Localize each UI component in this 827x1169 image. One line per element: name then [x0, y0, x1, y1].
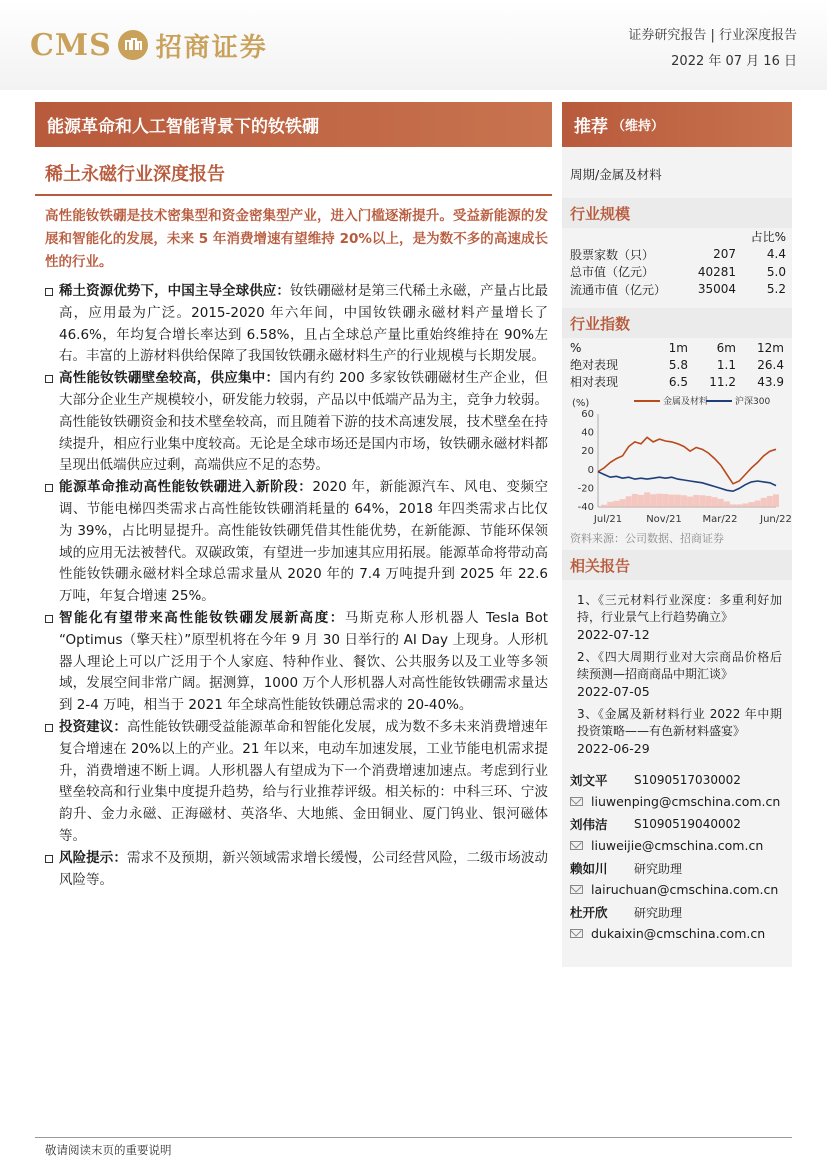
relative-area-bar — [755, 500, 761, 507]
y-tick-label: 20 — [581, 446, 594, 458]
relative-area-bar — [632, 494, 638, 507]
legend-label-series2: 沪深300 — [735, 397, 771, 407]
legend-label-series1: 金属及材料 — [663, 397, 709, 407]
email-row[interactable] — [570, 790, 786, 812]
related-report-date: 2022-07-12 — [577, 627, 650, 642]
series-line-1 — [598, 437, 776, 484]
row-value: 40281 — [697, 264, 736, 279]
bullet-item — [45, 848, 548, 892]
col-header: % — [570, 340, 582, 355]
analyst-email[interactable]: lairuchuan@cmschina.com.cn — [591, 881, 779, 897]
footer-divider — [35, 1137, 792, 1138]
analyst-list — [570, 770, 786, 946]
checkbox-bullet-icon — [45, 484, 53, 492]
relative-area-bar — [620, 499, 626, 507]
email-row[interactable] — [570, 878, 786, 900]
related-title: 相关报告 — [570, 556, 631, 575]
y-axis-label: (%) — [572, 398, 590, 409]
checkbox-bullet-icon — [45, 724, 53, 732]
chart-source: 资料来源：公司数据、招商证券 — [570, 532, 724, 545]
bullet-item — [45, 608, 548, 717]
row-label: 绝对表现 — [570, 358, 619, 372]
series-line-2 — [598, 472, 776, 492]
y-tick-label: 0 — [587, 464, 594, 476]
index-chart — [568, 392, 792, 532]
row-label: 股票家数（只） — [570, 247, 655, 262]
related-report-title: 2、《四大周期行业对大宗商品价格后续预测—招商商品中期汇谈》 — [577, 650, 782, 681]
row-value: 207 — [713, 247, 736, 262]
relative-area-bar — [730, 504, 736, 507]
y-tick-label: -40 — [577, 502, 594, 513]
related-report-date: 2022-07-05 — [577, 684, 650, 699]
mail-icon — [570, 841, 583, 850]
related-report-title: 1、《三元材料行业深度：多重利好加持，行业景气上行趋势确立》 — [577, 593, 782, 624]
relative-area-bar — [742, 503, 748, 507]
pct-header: 占比% — [750, 230, 786, 245]
relative-area-bar — [644, 492, 650, 507]
analyst-row — [570, 770, 786, 790]
analyst-row — [570, 858, 786, 878]
checkbox-bullet-icon — [45, 855, 53, 863]
analyst-role: 研究助理 — [634, 905, 683, 920]
index-header-row — [570, 339, 786, 356]
relative-area-bar — [712, 497, 718, 507]
rating-bar — [562, 102, 792, 147]
lead-summary: 高性能钕铁硼是技术密集型和资金密集型产业，进入门槛逐渐提升。受益新能源的发展和智能化的发展，未来 5 年消费增速有望维持 20%以上，是为数不多的高速成长性的行业。 — [45, 208, 548, 270]
email-row[interactable] — [570, 922, 786, 944]
analyst-row — [570, 902, 786, 922]
x-tick-label: Mar/22 — [702, 514, 738, 525]
report-date: 2022 年 07 月 16 日 — [671, 54, 797, 69]
analyst-name: 杜开欣 — [570, 905, 608, 920]
col-header: 1m — [668, 340, 688, 355]
list-item[interactable] — [577, 649, 782, 700]
chart-svg — [568, 392, 792, 532]
scale-title: 行业规模 — [570, 204, 631, 223]
table-row — [570, 373, 786, 390]
rating-note: （维持） — [612, 119, 665, 134]
report-type: 证券研究报告 | 行业深度报告 — [628, 28, 797, 43]
bullet-head: 智能化有望带来高性能钕铁硼发展新高度： — [59, 609, 345, 626]
bullet-body: 高性能钕铁硼受益能源革命和智能化发展，成为数不多未来消费增速年复合增速在 20%以上的产业。21 年以来，电动车加速发展，工业节能电机需求提升，消费增速不断上调。人形机器人有望成为下一个消费增速加速点。考虑到行业壁垒较高和行业集中度提升趋势，给与行业推荐评级。相关标的：中科三环、宁波韵升、金力永磁、正海磁材、英洛华、大地熊、金田铜业、厦门钨业、银河磁体等。 — [59, 718, 549, 844]
relative-area-bar — [718, 499, 724, 507]
x-tick-label: Jul/21 — [593, 514, 623, 525]
relative-area-bar — [656, 494, 662, 507]
company-logo — [30, 26, 268, 64]
bullet-head: 投资建议： — [59, 718, 127, 735]
row-label: 相对表现 — [570, 375, 619, 389]
related-report-date: 2022-06-29 — [577, 741, 650, 756]
footer-note: 敬请阅读末页的重要说明 — [45, 1143, 172, 1157]
analyst-email[interactable]: liuweijie@cmschina.com.cn — [591, 837, 764, 853]
col-header: 12m — [757, 340, 784, 355]
relative-area-bar — [687, 497, 693, 507]
mail-icon — [570, 885, 583, 894]
relative-area-bar — [626, 496, 632, 507]
bullet-head: 能源革命推动高性能钕铁硼进入新阶段： — [59, 479, 313, 496]
cell: 11.2 — [709, 374, 736, 389]
col-header: 6m — [716, 340, 736, 355]
bullet-body: 马斯克称人形机器人 Tesla Bot “Optimus（擎天柱）”原型机将在今年 9 月 30 日举行的 AI Day 上现身。人形机器人理论上可以广泛用于个人家庭、特种作业、餐饮、公共服务以及工业等多领域，发展空间非常广阔。据测算，1000 万个人形机器人对高性能钕铁硼需求量达到 2-4 万吨，相当于 2021 年全球高性能钕铁硼总需求的 20-40%。 — [59, 609, 548, 714]
related-reports — [577, 592, 782, 763]
analyst-name: 刘文平 — [570, 773, 608, 788]
relative-area-bar — [638, 495, 644, 507]
list-item[interactable] — [577, 592, 782, 643]
relative-area-bar — [675, 495, 681, 507]
mail-icon — [570, 929, 583, 938]
relative-area-bar — [601, 505, 607, 507]
relative-area-bar — [699, 495, 705, 507]
cell: 26.4 — [757, 357, 784, 372]
bullet-item — [45, 281, 548, 368]
rating-label: 推荐 — [574, 117, 608, 137]
mail-icon — [570, 797, 583, 806]
list-item[interactable] — [577, 706, 782, 757]
page-header — [0, 0, 827, 90]
related-section-head — [562, 550, 792, 580]
table-row — [570, 281, 786, 299]
sector-label: 周期/金属及材料 — [570, 167, 662, 182]
scale-table — [570, 228, 786, 298]
relative-area-bar — [748, 502, 754, 507]
analyst-id: S1090517030002 — [634, 773, 741, 787]
table-row — [570, 356, 786, 373]
relative-area-bar — [613, 501, 619, 507]
relative-area-bar — [663, 494, 669, 507]
index-table — [570, 339, 786, 390]
row-pct: 5.0 — [766, 264, 786, 279]
checkbox-bullet-icon — [45, 288, 53, 296]
report-subtitle: 稀土永磁行业深度报告 — [45, 164, 225, 185]
bullet-item — [45, 368, 548, 477]
relative-area-bar — [736, 504, 742, 507]
y-tick-label: 60 — [581, 409, 594, 420]
y-tick-label: -20 — [577, 483, 594, 495]
cell: 6.5 — [668, 374, 688, 389]
analyst-id: S1090519040002 — [634, 817, 741, 831]
analyst-email[interactable]: liuwenping@cmschina.com.cn — [591, 793, 781, 809]
index-title: 行业指数 — [570, 314, 631, 333]
bullet-head: 稀土资源优势下，中国主导全球供应： — [59, 283, 290, 299]
subtitle-divider — [35, 194, 552, 196]
relative-area-bar — [693, 495, 699, 507]
report-title-bar — [35, 102, 552, 147]
analyst-name: 刘伟洁 — [570, 817, 608, 832]
bullet-body: 钕铁硼磁材是第三代稀土永磁，产量占比最高，应用最为广泛。2015-2020 年六年间，中国钕铁硼永磁材料产量增长了 46.6%，年均复合增长率达到 6.58%，且占全球总产量比重始终维持在 90%左右。丰富的上游材料供给保障了我国钕铁硼永磁材料生产的行业规模与长期发展。 — [59, 283, 549, 365]
bullet-body: 需求不及预期，新兴领域需求增长缓慢，公司经营风险，二级市场波动风险等。 — [59, 849, 549, 888]
logo-text: CMS — [30, 27, 112, 63]
bullet-item — [45, 717, 548, 848]
relative-area-bar — [681, 495, 687, 507]
logo-chinese-name: 招商证券 — [155, 32, 268, 63]
relative-area-bar — [669, 495, 675, 507]
report-title: 能源革命和人工智能背景下的钕铁硼 — [47, 117, 319, 137]
relative-area-bar — [773, 494, 779, 507]
analyst-role: 研究助理 — [634, 861, 683, 876]
row-pct: 5.2 — [766, 282, 786, 297]
cell: 5.8 — [668, 357, 688, 372]
relative-area-bar — [767, 496, 773, 507]
analyst-email[interactable]: dukaixin@cmschina.com.cn — [591, 925, 766, 941]
row-value: 35004 — [697, 282, 736, 297]
index-section-head — [562, 308, 792, 338]
table-row — [570, 246, 786, 264]
relative-area-bar — [761, 498, 767, 507]
scale-section-head — [562, 198, 792, 228]
row-label: 总市值（亿元） — [570, 265, 655, 280]
relative-area-bar — [607, 502, 613, 507]
logo-badge-icon — [118, 30, 148, 60]
x-tick-label: Nov/21 — [646, 514, 682, 525]
cell: 1.1 — [716, 357, 736, 372]
cell: 43.9 — [757, 374, 784, 389]
row-pct: 4.4 — [766, 247, 786, 262]
related-report-title: 3、《金属及新材料行业 2022 年中期投资策略——有色新材料盛宴》 — [577, 707, 782, 738]
email-row[interactable] — [570, 834, 786, 856]
bullet-body: 2020 年，新能源汽车、风电、变频空调、节能电梯四类需求占高性能钕铁硼消耗量的 64%，2018 年四类需求占比仅为 39%，占比明显提升。高性能钕铁硼凭借其性能优势，在新能源、节能环保领域的应用无法被替代。双碳政策，有望进一步加速其应用拓展。能源革命将带动高性能钕铁硼永磁材料全球总需求量从 2020 年的 7.4 万吨提升到 2025 年 22.6 万吨，年复合增速 25%。 — [59, 479, 549, 605]
relative-area-bar — [705, 496, 711, 507]
x-tick-label: Jun/22 — [760, 514, 792, 525]
bullet-head: 风险提示： — [59, 849, 127, 866]
checkbox-bullet-icon — [45, 615, 53, 623]
analyst-row — [570, 814, 786, 834]
relative-area-bar — [724, 501, 730, 507]
relative-area-bar — [650, 494, 656, 507]
row-label: 流通市值（亿元） — [570, 282, 667, 297]
y-tick-label: 40 — [581, 427, 594, 439]
bullet-item — [45, 477, 548, 608]
bullet-body: 国内有约 200 多家钕铁硼磁材生产企业，但大部分企业生产规模较小，研发能力较弱，产品以中低端产品为主，竞争力较弱。高性能钕铁硼资金和技术壁垒较高，而且随着下游的技术高速发展，技术壁垒在持续提升，相应行业集中度较高。无论是全球市场还是国内市场，钕铁硼永磁材料都呈现出低端供应过剩，高端供应不足的态势。 — [59, 370, 549, 474]
key-points — [45, 281, 548, 891]
table-row — [570, 263, 786, 281]
bullet-head: 高性能钕铁硼壁垒较高，供应集中： — [59, 370, 280, 387]
checkbox-bullet-icon — [45, 375, 53, 383]
scale-header-row — [570, 228, 786, 246]
analyst-name: 赖如川 — [570, 861, 608, 876]
